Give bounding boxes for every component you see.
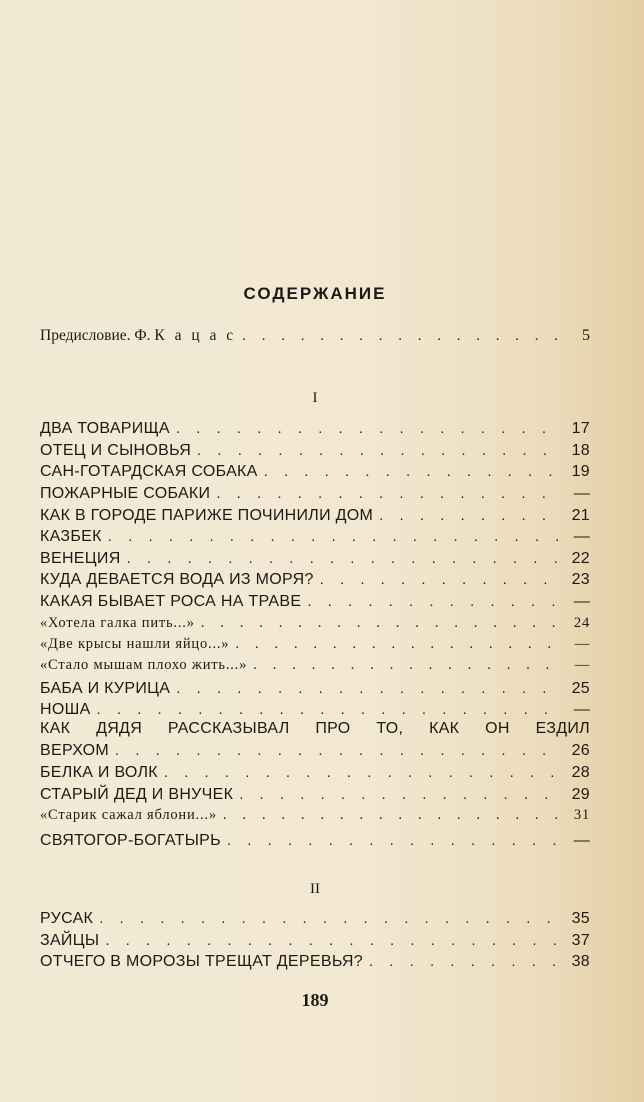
leader-dots [253, 657, 560, 674]
word: ОН [485, 720, 510, 737]
leader-dots [227, 832, 560, 849]
toc-page-number: 38 [571, 953, 590, 970]
toc-page-number: 28 [571, 764, 590, 781]
toc-entry-label: СТАРЫЙ ДЕД И ВНУЧЕК [40, 786, 234, 803]
toc-page-number: 18 [571, 442, 590, 459]
toc-entry-label: ВЕНЕЦИЯ [40, 550, 121, 567]
toc-page-number: 19 [571, 463, 590, 480]
leader-dots [108, 528, 560, 545]
leader-dots [307, 593, 560, 610]
word: ЕЗДИЛ [535, 720, 590, 737]
toc-page-number: 31 [573, 807, 590, 823]
leader-dots [235, 636, 560, 653]
leader-dots [99, 910, 560, 927]
toc-entry [40, 507, 590, 529]
leader-dots [97, 701, 560, 718]
toc-entry [40, 786, 590, 808]
leader-dots [197, 442, 560, 459]
toc-page-number: 35 [571, 910, 590, 927]
toc-entry-label: «Старик сажал яблони...» [40, 807, 217, 823]
word: ДЯДЯ [96, 720, 143, 737]
leader-dots [223, 807, 560, 824]
toc-entry [40, 528, 590, 550]
toc-page-number: — [573, 485, 590, 502]
toc-entry-label: ПОЖАРНЫЕ СОБАКИ [40, 485, 211, 502]
leader-dots [242, 328, 560, 345]
toc-entry-label [40, 327, 236, 345]
toc-entry [40, 657, 590, 679]
toc-entry-label: САН-ГОТАРДСКАЯ СОБАКА [40, 463, 258, 480]
word: ПРО [315, 720, 351, 737]
word: ТО, [376, 720, 404, 737]
leader-dots [127, 550, 560, 567]
toc-entry-label: КАКАЯ БЫВАЕТ РОСА НА ТРАВЕ [40, 593, 302, 610]
toc-entry [40, 807, 590, 829]
section-heading-2: II [310, 881, 320, 897]
toc-page-number: — [574, 657, 590, 673]
toc-entry [40, 485, 590, 507]
toc-entry-label: ДВА ТОВАРИЩА [40, 420, 170, 437]
toc-entry-wrapped-line [40, 720, 590, 738]
preface-label: Предисловие. Ф. [40, 327, 155, 344]
toc-entry-label: ЗАЙЦЫ [40, 932, 100, 949]
toc-entry [40, 953, 590, 975]
toc-page-number: 25 [571, 680, 590, 697]
leader-dots [216, 485, 560, 502]
toc-entry-label: БАБА И КУРИЦА [40, 680, 171, 697]
toc-entry [40, 420, 590, 442]
toc-page-number: 5 [582, 327, 590, 344]
toc-entry-label: КАЗБЕК [40, 528, 102, 545]
preface-author: К а ц а с [154, 327, 237, 344]
leader-dots [164, 764, 560, 781]
leader-dots [201, 615, 560, 632]
toc-entry-label: СВЯТОГОР-БОГАТЫРЬ [40, 832, 221, 849]
toc-entry-label: «Стало мышам плохо жить...» [40, 657, 248, 673]
toc-entry-label: ОТЕЦ И СЫНОВЬЯ [40, 442, 192, 459]
toc-entry [40, 910, 590, 932]
toc-page-number: 17 [571, 420, 590, 437]
toc-entry [40, 615, 590, 637]
toc-entry [40, 442, 590, 464]
toc-page-number: — [573, 593, 590, 610]
toc-entry-label: КУДА ДЕВАЕТСЯ ВОДА ИЗ МОРЯ? [40, 571, 314, 588]
leader-dots [239, 786, 560, 803]
toc-entry-label: КАК В ГОРОДЕ ПАРИЖЕ ПОЧИНИЛИ ДОМ [40, 507, 374, 524]
toc-entry [40, 463, 590, 485]
toc-page-number: 26 [571, 742, 590, 759]
toc-entry-label: БЕЛКА И ВОЛК [40, 764, 158, 781]
toc-entry [40, 680, 590, 702]
leader-dots [379, 507, 560, 524]
toc-entry [40, 593, 590, 615]
word: РАССКАЗЫВАЛ [167, 720, 290, 737]
toc-page-number: 37 [571, 932, 590, 949]
toc-entry-label: ОТЧЕГО В МОРОЗЫ ТРЕЩАТ ДЕРЕВЬЯ? [40, 953, 363, 970]
section-heading-1: I [312, 390, 318, 406]
toc-entry-label: НОША [40, 701, 91, 718]
page-number-folio: 189 [301, 990, 329, 1010]
toc-entry [40, 832, 590, 854]
leader-dots [115, 742, 560, 759]
toc-entry [40, 742, 590, 764]
word: КАК [429, 720, 460, 737]
word: КАК [40, 720, 71, 737]
toc-page-number: — [574, 636, 590, 652]
toc-page-number: 29 [571, 786, 590, 803]
toc-entry [40, 571, 590, 593]
leader-dots [369, 953, 560, 970]
toc-page-number: 23 [571, 571, 590, 588]
leader-dots [264, 463, 560, 480]
toc-entry [40, 764, 590, 786]
leader-dots [320, 571, 560, 588]
toc-entry-preface [40, 327, 590, 349]
toc-entry-label: РУСАК [40, 910, 94, 927]
toc-page-number: — [573, 528, 590, 545]
toc-entry [40, 636, 590, 658]
leader-dots [176, 680, 560, 697]
toc-entry-label: «Две крысы нашли яйцо...» [40, 636, 230, 652]
leader-dots [105, 932, 560, 949]
toc-page-number: — [573, 832, 590, 849]
toc-entry-label: «Хотела галка пить...» [40, 615, 195, 631]
toc-page-number: 22 [571, 550, 590, 567]
toc-entry [40, 932, 590, 954]
toc-entry-label: ВЕРХОМ [40, 742, 110, 759]
toc-page-number: 21 [571, 507, 590, 524]
leader-dots [176, 420, 560, 437]
toc-page-number: 24 [573, 615, 590, 631]
toc-page-number: — [573, 701, 590, 718]
toc-entry [40, 550, 590, 572]
page-title: СОДЕРЖАНИЕ [243, 284, 387, 303]
